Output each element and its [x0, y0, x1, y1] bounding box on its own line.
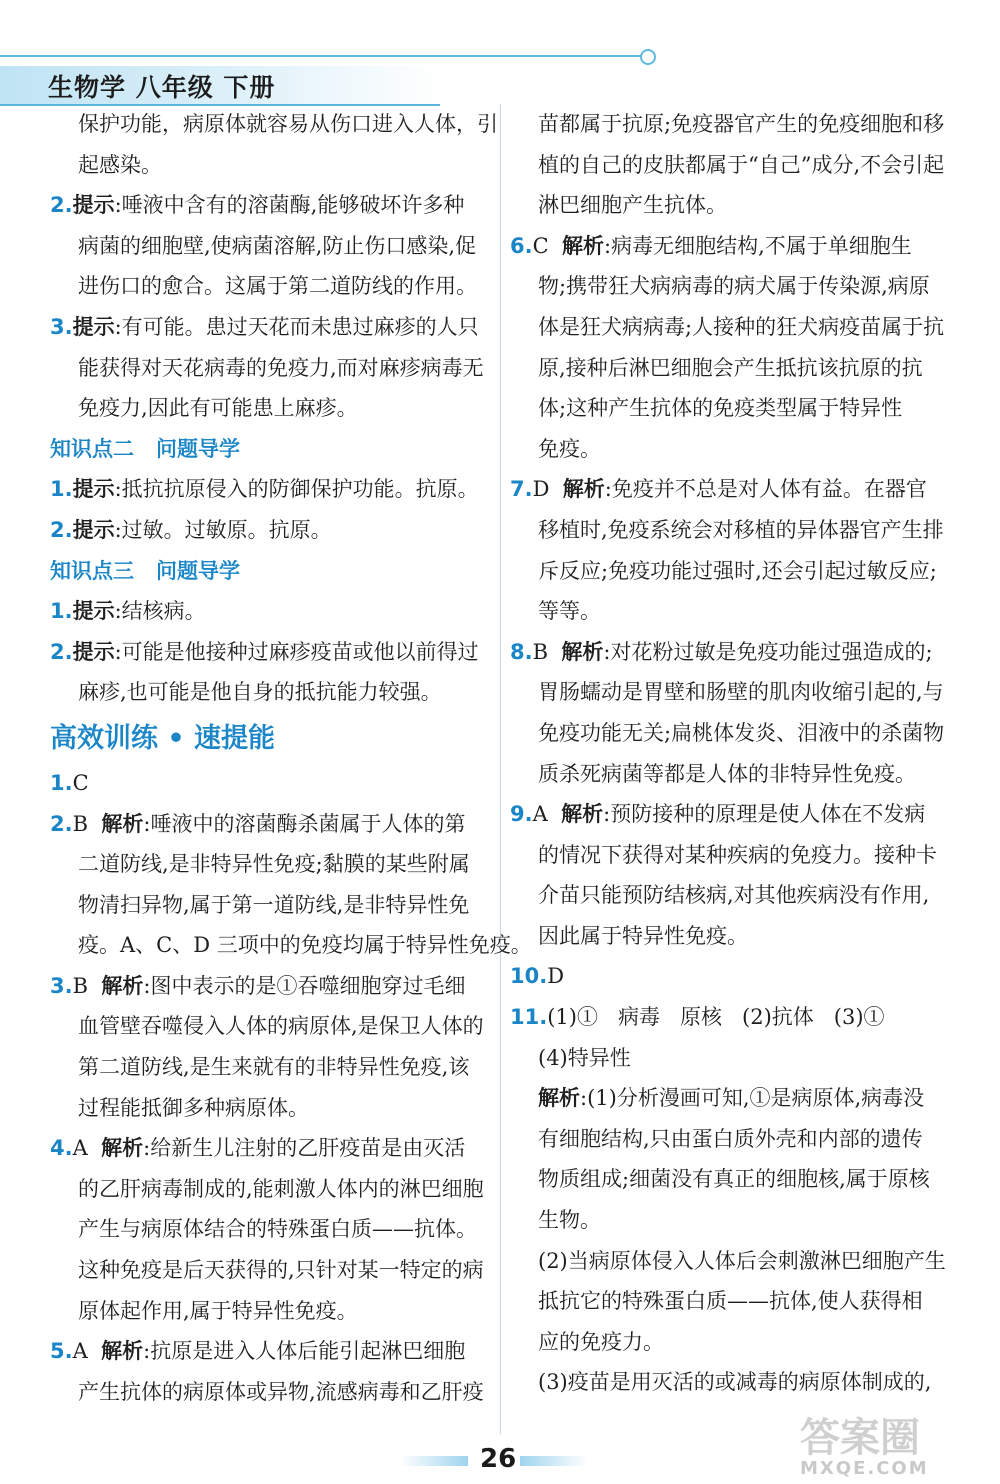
text-line: 淋巴细胞产生抗体。 — [538, 193, 727, 218]
exercise-answer-6 — [510, 226, 945, 267]
answer-2 — [50, 185, 490, 226]
question-number: 11. — [510, 1005, 548, 1030]
exercise-answer-7 — [510, 469, 945, 510]
question-number: 6. — [510, 233, 533, 258]
analysis-label: 解析 — [101, 811, 144, 836]
question-number: 7. — [510, 477, 533, 502]
watermark-url: MXQE.COM — [800, 1458, 929, 1479]
text-line: 苗都属于抗原;免疫器官产生的免疫细胞和移 — [538, 112, 945, 136]
text-line: 的情况下获得对某种疾病的免疫力。接种卡 — [538, 842, 937, 867]
analysis-line — [510, 1078, 945, 1119]
exercise-answer-5 — [50, 1331, 490, 1372]
answer-text: :抗原是进入人体后能引起淋巴细胞 — [143, 1339, 466, 1364]
text-line: 斥反应;免疫功能过强时,还会引起过敏反应; — [538, 558, 937, 583]
text-line: 生物。 — [538, 1208, 601, 1233]
text-line: 血管壁吞噬侵入人体的病原体,是保卫人体的 — [78, 1014, 484, 1039]
text-line: 的乙肝病毒制成的,能刺激人体内的淋巴细胞 — [78, 1176, 484, 1201]
text-line: (4)特异性 — [538, 1045, 631, 1070]
text-line: 移植时,免疫系统会对移植的异体器官产生排 — [538, 517, 944, 542]
text-line: 物清扫异物,属于第一道防线,是非特异性免 — [78, 892, 470, 917]
text-line: 应的免疫力。 — [538, 1329, 664, 1354]
section-subtitle: 问题导学 — [156, 558, 240, 583]
analysis-label: 解析 — [101, 1339, 144, 1364]
answer-text: :图中表示的是①吞噬细胞穿过毛细 — [143, 973, 466, 998]
text-line: 等等。 — [538, 599, 601, 624]
text-line: 疫。A、C、D 三项中的免疫均属于特异性免疫。 — [78, 933, 532, 958]
text-line: 免疫。 — [538, 436, 601, 461]
section-heading-knowledge-3 — [50, 551, 490, 592]
watermark-logo — [800, 1415, 990, 1480]
text-line: 介苗只能预防结核病,对其他疾病没有作用, — [538, 883, 930, 908]
hint-label: 提示 — [72, 477, 115, 502]
answer-text: :唾液中含有的溶菌酶,能够破坏许多种 — [114, 193, 465, 218]
section-label: 知识点三 — [50, 558, 134, 583]
answer-text: :有可能。患过天花而未患过麻疹的人只 — [114, 314, 479, 339]
answer-text: :可能是他接种过麻疹疫苗或他以前得过 — [114, 639, 479, 664]
question-number: 5. — [50, 1339, 73, 1364]
exercise-answer-11 — [510, 997, 945, 1038]
answer-text: :结核病。 — [114, 599, 206, 624]
footer-ornament-left — [400, 1456, 468, 1466]
s2-answer-1 — [50, 469, 490, 510]
text-line: 因此属于特异性免疫。 — [538, 923, 748, 948]
footer-ornament-right — [520, 1456, 588, 1466]
question-number: 3. — [50, 314, 73, 339]
question-number: 1. — [50, 477, 73, 502]
answer-text: :抵抗抗原侵入的防御保护功能。抗原。 — [114, 477, 479, 502]
text-line: 质杀死病菌等都是人体的非特异性免疫。 — [538, 761, 916, 786]
text-line: 产生抗体的病原体或异物,流感病毒和乙肝疫 — [78, 1379, 484, 1404]
text-line: 体是狂犬病病毒;人接种的狂犬病疫苗属于抗 — [538, 314, 945, 339]
answer-text: :病毒无细胞结构,不属于单细胞生 — [604, 233, 912, 258]
answer-choice: C — [72, 770, 89, 795]
section-label: 知识点二 — [50, 436, 134, 461]
answer-choice: C — [532, 233, 549, 258]
text-line: 产生与病原体结合的特殊蛋白质——抗体。 — [78, 1217, 477, 1242]
exercise-answer-2 — [50, 804, 490, 845]
analysis-label: 解析 — [561, 639, 604, 664]
answer-text: :过敏。过敏原。抗原。 — [114, 517, 332, 542]
text-line: 免疫功能无关;扁桃体发炎、泪液中的杀菌物 — [538, 720, 945, 745]
column-divider — [500, 104, 501, 1434]
text-line: 胃肠蠕动是胃壁和肠壁的肌肉收缩引起的,与 — [538, 680, 944, 705]
exercise-answer-3 — [50, 966, 490, 1007]
text-line: 进伤口的愈合。这属于第二道防线的作用。 — [78, 274, 477, 299]
question-number: 4. — [50, 1136, 73, 1161]
question-number: 9. — [510, 802, 533, 827]
exercise-answer-8 — [510, 632, 945, 673]
text-line: 有细胞结构,只由蛋白质外壳和内部的遗传 — [538, 1126, 923, 1151]
hint-label: 提示 — [72, 193, 115, 218]
section-heading-knowledge-2 — [50, 429, 490, 470]
text-line: (2)当病原体侵入人体后会刺激淋巴细胞产生 — [538, 1248, 946, 1273]
analysis-label: 解析 — [101, 1136, 144, 1161]
text-line: 原体起作用,属于特异性免疫。 — [78, 1298, 358, 1323]
question-number: 2. — [50, 193, 73, 218]
exercise-answer-4 — [50, 1128, 490, 1169]
text-line: 原,接种后淋巴细胞会产生抵抗该抗原的抗 — [538, 355, 923, 380]
text-line: 这种免疫是后天获得的,只针对某一特定的病 — [78, 1258, 484, 1283]
answer-3 — [50, 307, 490, 348]
answer-choice: B — [72, 811, 89, 836]
answer-text: :免疫并不总是对人体有益。在器官 — [604, 477, 927, 502]
page-number: 26 — [480, 1444, 517, 1474]
header-top-rule — [0, 55, 648, 57]
exercise-answer-1 — [50, 763, 490, 804]
text-line: 第二道防线,是生来就有的非特异性免疫,该 — [78, 1055, 470, 1080]
answer-text: (1)① 病毒 原核 (2)抗体 (3)① — [547, 1005, 885, 1030]
answer-text: :预防接种的原理是使人体在不发病 — [603, 802, 926, 827]
answer-choice: A — [72, 1136, 88, 1161]
text-line: 能获得对天花病毒的免疫力,而对麻疹病毒无 — [78, 355, 484, 380]
hint-label: 提示 — [72, 599, 115, 624]
answer-choice: B — [532, 639, 549, 664]
hint-label: 提示 — [72, 314, 115, 339]
text-line: 免疫力,因此有可能患上麻疹。 — [78, 396, 358, 421]
question-number: 1. — [50, 599, 73, 624]
question-number: 2. — [50, 517, 73, 542]
text-line: 起感染。 — [78, 152, 162, 177]
header-dot-ornament — [640, 49, 656, 65]
text-line: 体;这种产生抗体的免疫类型属于特异性 — [538, 396, 903, 421]
text-line: 二道防线,是非特异性免疫;黏膜的某些附属 — [78, 852, 470, 877]
answer-choice: D — [532, 477, 550, 502]
answer-text: :给新生儿注射的乙肝疫苗是由灭活 — [143, 1136, 466, 1161]
text-line: 保护功能，病原体就容易从伤口进入人体，引 — [78, 112, 498, 136]
s3-answer-1 — [50, 591, 490, 632]
answer-text: :对花粉过敏是免疫功能过强造成的; — [603, 639, 933, 664]
text-line: 病菌的细胞壁,使病菌溶解,防止伤口感染,促 — [78, 233, 477, 258]
answer-choice: D — [547, 964, 565, 989]
text-line: 过程能抵御多种病原体。 — [78, 1095, 309, 1120]
s2-answer-2 — [50, 510, 490, 551]
text-line: 麻疹,也可能是他自身的抵抗能力较强。 — [78, 680, 442, 705]
text-line: 物质组成;细菌没有真正的细胞核,属于原核 — [538, 1167, 930, 1192]
page-header — [0, 44, 660, 104]
section-subtitle: 问题导学 — [156, 436, 240, 461]
hint-label: 提示 — [72, 517, 115, 542]
question-number: 10. — [510, 964, 548, 989]
analysis-label: 解析 — [562, 477, 605, 502]
text-line: 抵抗它的特殊蛋白质——抗体,使人获得相 — [538, 1289, 923, 1314]
answer-choice: A — [532, 802, 548, 827]
answer-text: :(1)分析漫画可知,①是病原体,病毒没 — [580, 1086, 925, 1111]
analysis-label: 解析 — [561, 802, 604, 827]
s3-answer-2 — [50, 632, 490, 673]
question-number: 1. — [50, 770, 73, 795]
exercise-answer-10 — [510, 956, 945, 997]
question-number: 8. — [510, 639, 533, 664]
exercise-answer-9 — [510, 794, 945, 835]
analysis-label: 解析 — [562, 233, 605, 258]
answer-choice: B — [72, 973, 89, 998]
book-title: 生物学 八年级 下册 — [48, 73, 276, 102]
watermark-text: 答案圈 — [800, 1415, 920, 1461]
text-line: (3)疫苗是用灭活的或减毒的病原体制成的, — [538, 1370, 932, 1395]
hint-label: 提示 — [72, 639, 115, 664]
question-number: 2. — [50, 639, 73, 664]
answer-choice: A — [72, 1339, 88, 1364]
answer-text: :唾液中的溶菌酶杀菌属于人体的第 — [143, 811, 466, 836]
analysis-label: 解析 — [538, 1086, 580, 1111]
text-line: 植的自己的皮肤都属于“自己”成分,不会引起 — [538, 152, 945, 177]
text-line: 物;携带狂犬病病毒的病犬属于传染源,病原 — [538, 274, 930, 299]
analysis-label: 解析 — [101, 973, 144, 998]
question-number: 2. — [50, 811, 73, 836]
right-column — [510, 104, 945, 1403]
training-heading: 高效训练 • 速提能 — [50, 722, 276, 754]
question-number: 3. — [50, 973, 73, 998]
